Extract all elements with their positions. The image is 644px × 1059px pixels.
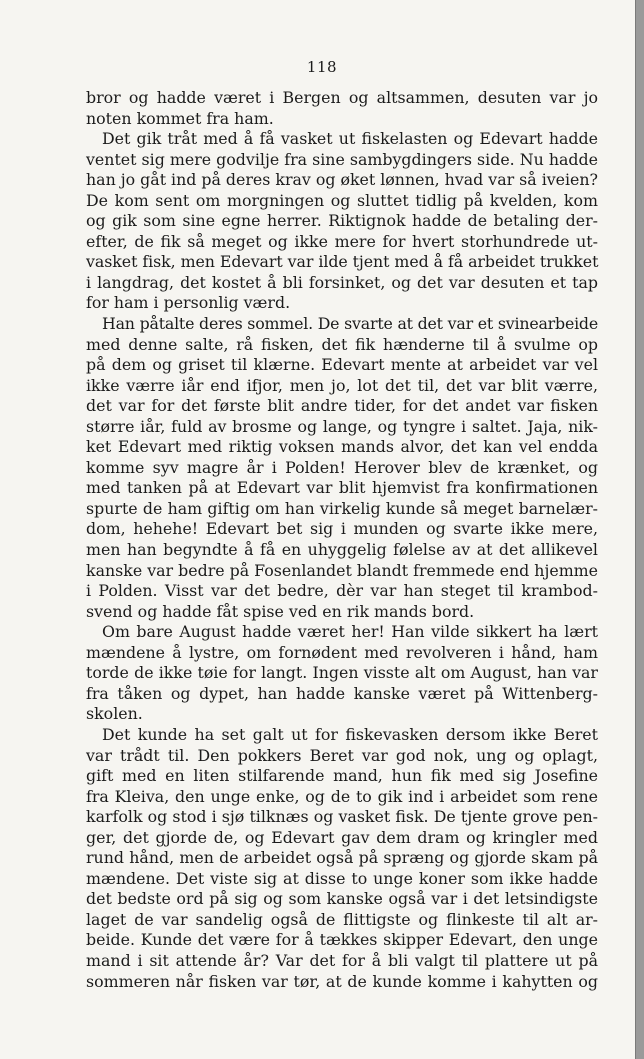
text-line: mand i sit attende år? Var det for å bli valgt til plattere ut på [86,950,598,970]
text-line: fra tåken og dypet, han hadde kanske været på Wittenberg- [86,683,598,703]
text-line: på dem og griset til klærne. Edevart mente at arbeidet var vel [86,355,598,375]
text-line: svend og hadde fåt spise ved en rik mands bord. [86,601,475,621]
page-number: 118 [306,58,338,76]
text-line: beide. Kunde det være for å tækkes skipper Edevart, den unge [86,930,598,950]
text-line: vasket fisk, men Edevart var ilde tjent med å få arbeidet trukket [86,252,599,272]
text-line: var trådt til. Den pokkers Beret var god nok, ung og oplagt, [86,745,598,765]
text-line: med denne salte, rå fisken, det fik hænderne til å svulme op [86,334,598,354]
text-line: det bedste ord på sig og som kanske også var i det letsindigste [86,889,598,909]
text-line: men han begyndte å få en uhyggelig følelse av at det allikevel [86,540,598,560]
text-line: Om bare August hadde været her! Han vilde sikkert ha lært [102,622,598,642]
text-line: fra Kleiva, den unge enke, og de to gik ind i arbeidet som rene [86,786,598,806]
text-line: mændene. Det viste sig at disse to unge koner som ikke hadde [86,868,598,888]
text-line: ket Edevart med riktig voksen mands alvor, det kan vel endda [86,437,598,457]
text-line: Det gik tråt med å få vasket ut fiskelasten og Edevart hadde [102,129,598,149]
text-line: Han påtalte deres sommel. De svarte at det var et svinearbeide [102,314,598,334]
text-line: med tanken på at Edevart var blit hjemvist fra konfirmationen [86,478,598,498]
text-line: det var for det første blit andre tider, for det andet var fisken [86,396,598,416]
text-line: for ham i personlig værd. [86,293,291,313]
text-line: spurte de ham giftig om han virkelig kunde så meget barnelær- [86,498,598,518]
text-line: bror og hadde været i Bergen og altsammen, desuten var jo [86,88,598,107]
text-line: ger, det gjorde de, og Edevart gav dem dram og kringler med [86,827,598,847]
text-line: skolen. [86,704,143,724]
text-line: og gik som sine egne herrer. Riktignok hadde de betaling der- [86,211,598,231]
text-line: i langdrag, det kostet å bli forsinket, og det var desuten et tap [86,272,598,292]
text-line: gift med en liten stilfarende mand, hun fik med sig Josefine [86,766,598,786]
text-line: større iår, fuld av brosme og lange, og tyngre i saltet. Jaja, nik- [86,416,598,436]
text-line: komme syv magre år i Polden! Herover blev de krænket, og [86,457,598,477]
text-line: efter, de fik så meget og ikke mere for hvert storhundrede ut- [86,231,598,251]
body-text [86,88,598,992]
text-line: ikke værre iår end ifjor, men jo, lot det til, det var blit værre, [86,375,598,395]
text-line: Det kunde ha set galt ut for fiskevasken dersom ikke Beret [102,724,598,744]
text-line: ventet sig mere godvilje fra sine sambygdingers side. Nu hadde [86,149,598,169]
text-line: noten kommet fra ham. [86,108,274,128]
text-line: i Polden. Visst var det bedre, dèr var han steget til krambod- [86,581,598,601]
text-line: dom, hehehe! Edevart bet sig i munden og svarte ikke mere, [86,519,598,539]
text-line: mændene å lystre, om fornødent med revolveren i hånd, ham [86,642,598,662]
text-line: De kom sent om morgningen og sluttet tidlig på kvelden, kom [86,190,598,210]
text-line: sommeren når fisken var tør, at de kunde komme i kahytten og [86,971,598,991]
text-line: karfolk og stod i sjø tilknæs og vasket fisk. De tjente grove pen- [86,807,598,827]
text-line: laget de var sandelig også de flittigste og flinkeste til alt ar- [86,909,598,929]
text-line: rund hånd, men de arbeidet også på spræng og gjorde skam på [86,848,598,868]
text-line: torde de ikke tøie for langt. Ingen visste alt om August, han var [86,663,598,683]
text-line: kanske var bedre på Fosenlandet blandt fremmede end hjemme [86,560,598,580]
page-edge [635,0,644,1059]
text-line: han jo gåt ind på deres krav og øket lønnen, hvad var så iveien? [86,170,599,190]
